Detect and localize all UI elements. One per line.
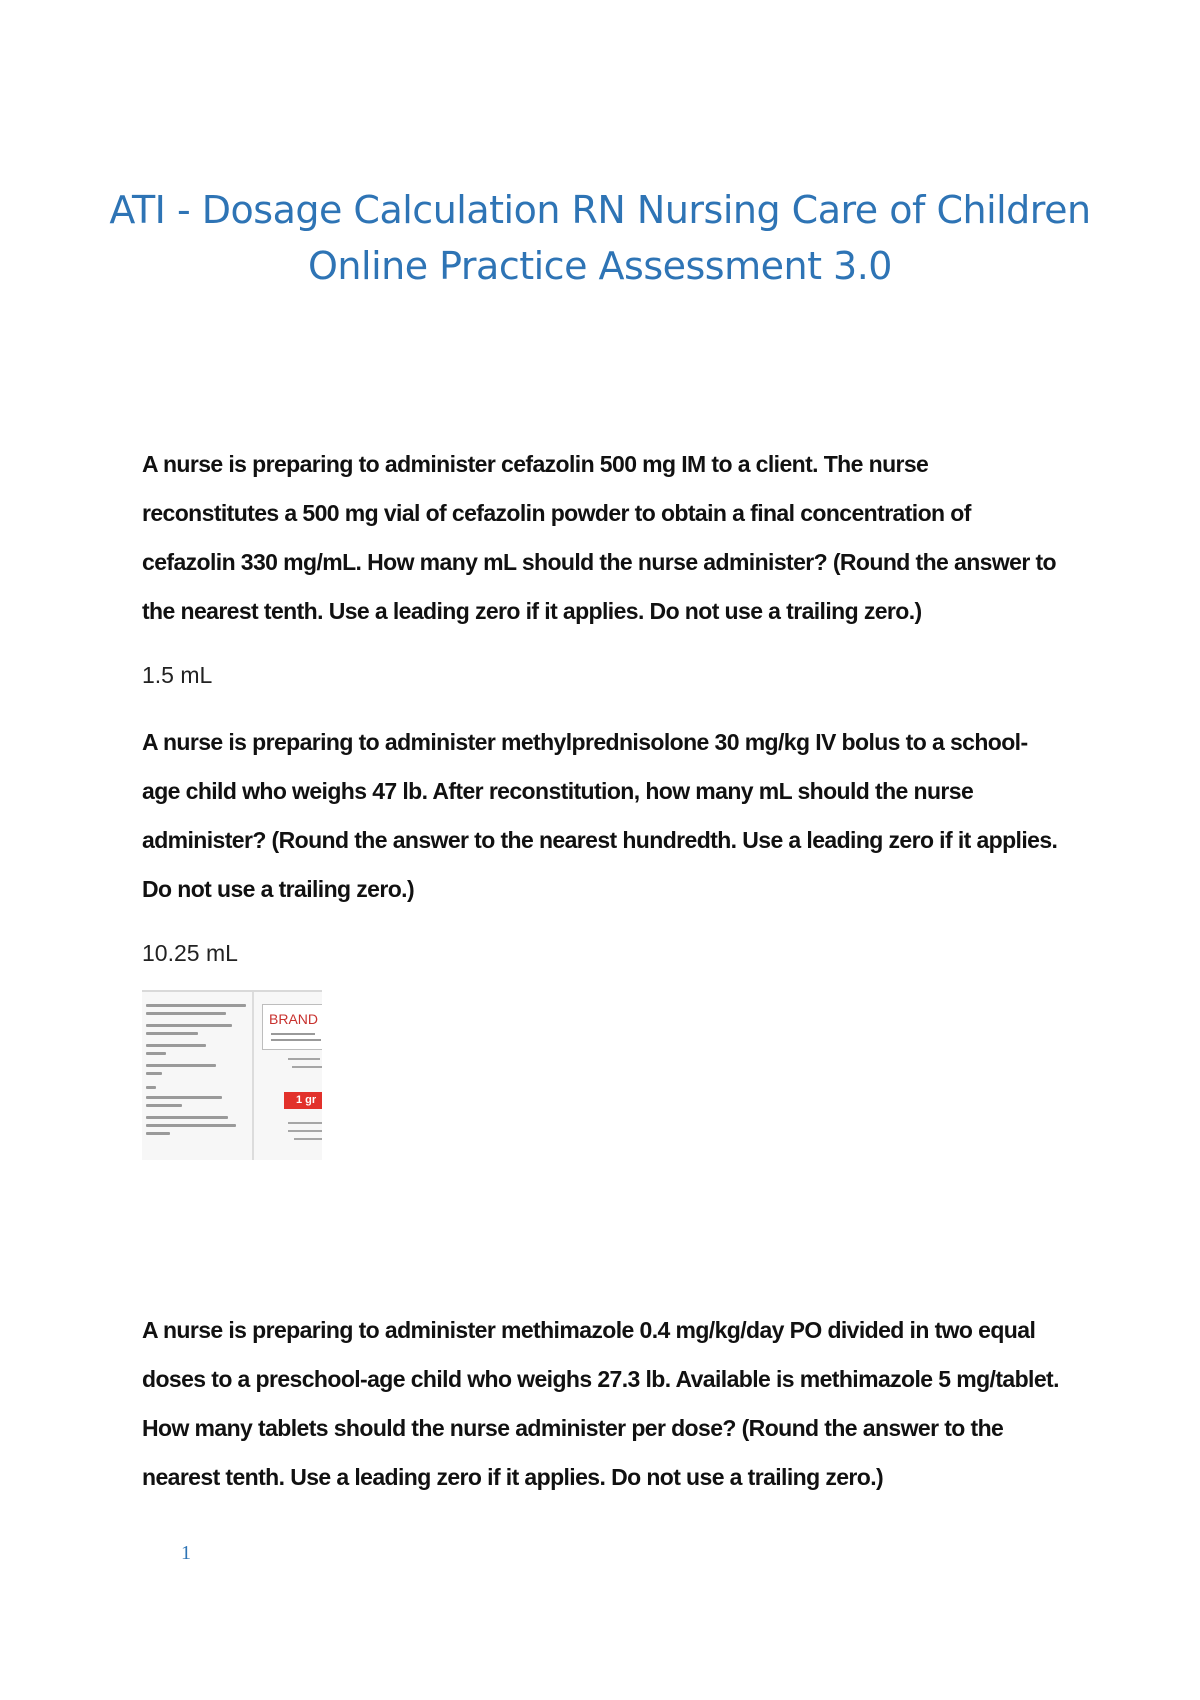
answer-2-text: 10.25 mL — [142, 940, 238, 966]
document-title-line-2: Online Practice Assessment 3.0 — [308, 244, 892, 288]
strength-tag — [284, 1092, 322, 1109]
label-fine-print — [288, 1130, 322, 1132]
answer-1-text: 1.5 mL — [142, 662, 213, 688]
brand-fine-print — [271, 1039, 321, 1041]
brand-name: BRAND — [269, 1011, 319, 1027]
label-fine-print — [288, 1058, 320, 1060]
vial-label-image — [142, 990, 322, 1160]
label-fine-print — [294, 1138, 322, 1140]
label-fine-print — [146, 1132, 170, 1135]
label-fine-print — [146, 1064, 216, 1067]
question-2-text: A nurse is preparing to administer methylprednisolone 30 mg/kg IV bolus to a school-age child who weighs 47 lb. After reconstitution, how many mL should the nurse administer? (Round the answer to the nearest hundredth. Use a leading zero if it applies. Do not use a trailing zero.) — [142, 729, 1058, 902]
label-fine-print — [146, 1044, 206, 1047]
question-1-text: A nurse is preparing to administer cefazolin 500 mg IM to a client. The nurse reconstitutes a 500 mg vial of cefazolin powder to obtain a final concentration of cefazolin 330 mg/mL. How many mL should the nurse administer? (Round the answer to the nearest tenth. Use a leading zero if it applies. Do not use a trailing zero.) — [142, 451, 1056, 624]
strength-tag-text: 1 gr — [296, 1094, 317, 1106]
label-fine-print — [146, 1086, 156, 1089]
label-fine-print — [146, 1032, 198, 1035]
label-fine-print — [292, 1066, 322, 1068]
question-3-text: A nurse is preparing to administer methimazole 0.4 mg/kg/day PO divided in two equal doses to a preschool-age child who weighs 27.3 lb. Available is methimazole 5 mg/tablet. How many tablets should the nurse administer per dose? (Round the answer to the nearest tenth. Use a leading zero if it applies. Do not use a trailing zero.) — [142, 1317, 1059, 1490]
label-fine-print — [146, 1116, 228, 1119]
page-number: 1 — [181, 1542, 191, 1564]
label-fine-print — [146, 1096, 222, 1099]
question-1 — [142, 440, 1062, 636]
document-title — [100, 182, 1100, 294]
label-fine-print — [146, 1024, 232, 1027]
label-fine-print — [146, 1104, 182, 1107]
label-fine-print — [146, 1004, 246, 1007]
question-2 — [142, 718, 1062, 914]
label-fine-print — [146, 1072, 162, 1075]
brand-fine-print — [271, 1033, 315, 1035]
question-3 — [142, 1306, 1062, 1502]
vial-label-side-panel — [142, 992, 254, 1160]
label-fine-print — [146, 1012, 226, 1015]
label-fine-print — [288, 1122, 322, 1124]
document-title-line-1: ATI - Dosage Calculation RN Nursing Care of Children — [109, 188, 1091, 232]
label-fine-print — [146, 1052, 166, 1055]
answer-2 — [142, 938, 1062, 968]
brand-box — [262, 1004, 322, 1050]
answer-1 — [142, 660, 1062, 690]
label-fine-print — [146, 1124, 236, 1127]
